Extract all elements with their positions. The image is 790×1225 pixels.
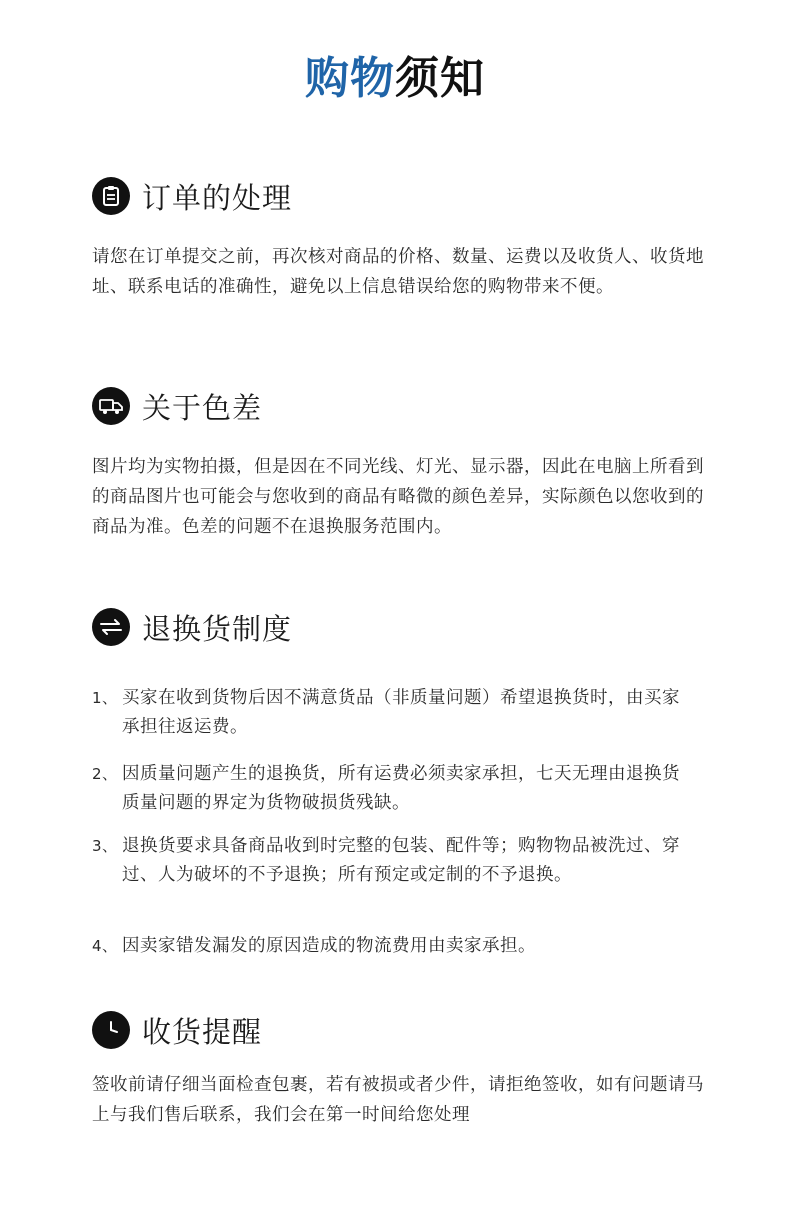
list-item	[92, 932, 697, 961]
list-item-text: 买家在收到货物后因不满意货品（非质量问题）希望退换货时，由买家承担往返运费。	[122, 688, 680, 737]
list-item-text: 退换货要求具备商品收到时完整的包装、配件等；购物物品被洗过、穿过、人为破坏的不予退换；所有预定或定制的不予退换。	[122, 836, 680, 885]
list-item-number: 2、	[92, 765, 118, 783]
page-title-part1: 购物	[305, 53, 395, 104]
list-item	[92, 760, 697, 818]
section-title: 收货提醒	[142, 1014, 263, 1049]
clipboard-icon	[92, 177, 130, 215]
page-title-part2: 须知	[395, 53, 485, 104]
section-title: 关于色差	[142, 390, 263, 425]
section-title: 退换货制度	[142, 611, 293, 646]
list-item-text: 因质量问题产生的退换货，所有运费必须卖家承担，七天无理由退换货质量问题的界定为货物破损货残缺。	[122, 764, 680, 813]
list-item-number: 1、	[92, 689, 118, 707]
truck-icon	[92, 387, 130, 425]
section-color-header	[92, 386, 262, 426]
list-item-number: 3、	[92, 837, 118, 855]
section-color-text: 图片均为实物拍摄，但是因在不同光线、灯光、显示器，因此在电脑上所看到的商品图片也可能会与您收到的商品有略微的颜色差异，实际颜色以您收到的商品为准。色差的问题不在退换服务范围内。	[92, 457, 704, 537]
section-receipt-header	[92, 1010, 262, 1050]
section-receipt-text: 签收前请仔细当面检查包裹，若有被损或者少件，请拒绝签收，如有问题请马上与我们售后联系，我们会在第一时间给您处理	[92, 1075, 704, 1125]
page-title	[0, 42, 790, 106]
list-item-text: 因卖家错发漏发的原因造成的物流费用由卖家承担。	[122, 936, 536, 956]
section-order-header	[92, 176, 292, 216]
clock-icon	[92, 1011, 130, 1049]
exchange-arrows-icon	[92, 608, 130, 646]
section-title: 订单的处理	[142, 180, 293, 215]
list-item	[92, 684, 697, 742]
section-order-text: 请您在订单提交之前，再次核对商品的价格、数量、运费以及收货人、收货地址、联系电话的准确性，避免以上信息错误给您的购物带来不便。	[92, 247, 704, 297]
list-item-number: 4、	[92, 937, 118, 955]
list-item	[92, 832, 697, 890]
section-return-header	[92, 607, 292, 647]
